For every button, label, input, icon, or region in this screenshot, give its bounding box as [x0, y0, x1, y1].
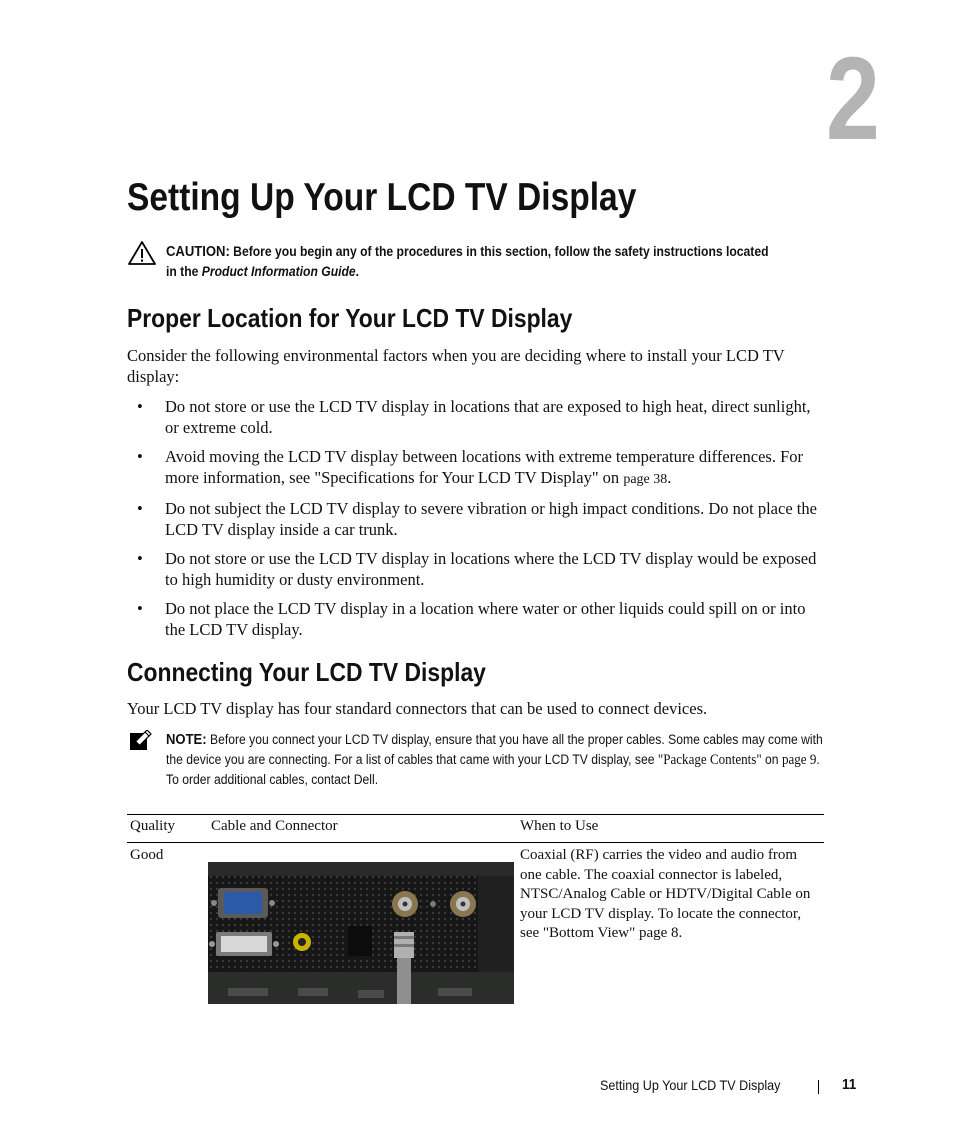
- composite-port-icon: [293, 933, 311, 951]
- vga-port-icon: [211, 888, 275, 918]
- table-header-rule: [127, 842, 824, 843]
- note-label: NOTE:: [166, 732, 207, 748]
- location-bullet-list: [127, 396, 827, 648]
- section-heading-connecting: Connecting Your LCD TV Display: [127, 657, 486, 687]
- bullet-mark: •: [137, 599, 143, 618]
- footer-separator: [818, 1080, 819, 1094]
- caution-text: [166, 242, 778, 282]
- page-reference-link[interactable]: page 38: [623, 472, 668, 487]
- page-title: Setting Up Your LCD TV Display: [127, 176, 637, 219]
- bullet-mark: •: [137, 549, 143, 568]
- warning-triangle-icon: [127, 240, 157, 266]
- table-header-cable: Cable and Connector: [211, 818, 338, 834]
- location-intro: Consider the following environmental factors when you are deciding where to install your LCD TV display:: [127, 346, 785, 386]
- table-cell-when-to-use: Coaxial (RF) carries the video and audio from one cable. The coaxial connector is labeled, NTSC/Analog Cable or HDTV/Digital Cable on your LCD TV display. To locate the connector, see "Bottom View" page 8.: [520, 847, 811, 941]
- package-contents-link[interactable]: "Package Contents": [657, 752, 762, 768]
- connecting-intro: Your LCD TV display has four standard connectors that can be used to connect devices.: [127, 699, 708, 718]
- caution-body: Before you begin any of the procedures in this section, follow the safety instructions located in the: [166, 244, 769, 279]
- caution-label: CAUTION:: [166, 244, 230, 260]
- list-item: • Do not subject the LCD TV display to severe vibration or high impact conditions. Do not place the LCD TV display inside a car trunk.: [137, 499, 817, 539]
- page-reference-link[interactable]: page 9: [781, 752, 817, 768]
- caution-guide-title: Product Information Guide: [201, 264, 356, 279]
- list-item: • Do not place the LCD TV display in a location where water or other liquids could spill on or into the LCD TV display.: [137, 599, 806, 639]
- list-item: • Do not store or use the LCD TV display in locations that are exposed to high heat, direct sunlight, or extreme cold.: [137, 397, 811, 437]
- coaxial-cable-icon: [394, 932, 414, 1004]
- table-top-rule: [127, 814, 824, 815]
- table-cell-quality: Good: [130, 847, 164, 863]
- pencil-note-icon: [129, 730, 153, 752]
- dvi-port-icon: [209, 932, 279, 956]
- footer-title: Setting Up Your LCD TV Display: [600, 1077, 781, 1093]
- coaxial-connector-photo: [208, 862, 514, 1004]
- list-item: • Avoid moving the LCD TV display between locations with extreme temperature differences. For more information, see "Specifications for Your LCD TV Display" on page 38.: [137, 447, 803, 487]
- table-header-when: When to Use: [520, 818, 599, 834]
- caution-end: .: [355, 264, 360, 279]
- bullet-mark: •: [137, 499, 143, 518]
- section-heading-location: Proper Location for Your LCD TV Display: [127, 303, 573, 333]
- footer-page-number: 11: [842, 1076, 857, 1093]
- note-text: NOTE: Before you connect your LCD TV display, ensure that you have all the proper cables. Some cables may come with the device you are connecting. For a list of cables that came with your LCD TV display, see "Package Contents" on page 9. To order additional cables, contact Dell.: [166, 732, 823, 787]
- table-header-quality: Quality: [130, 818, 175, 834]
- chapter-number: 2: [826, 33, 879, 165]
- bullet-mark: •: [137, 397, 143, 416]
- bullet-mark: •: [137, 447, 143, 466]
- list-item: • Do not store or use the LCD TV display in locations where the LCD TV display would be exposed to high humidity or dusty environment.: [137, 549, 817, 589]
